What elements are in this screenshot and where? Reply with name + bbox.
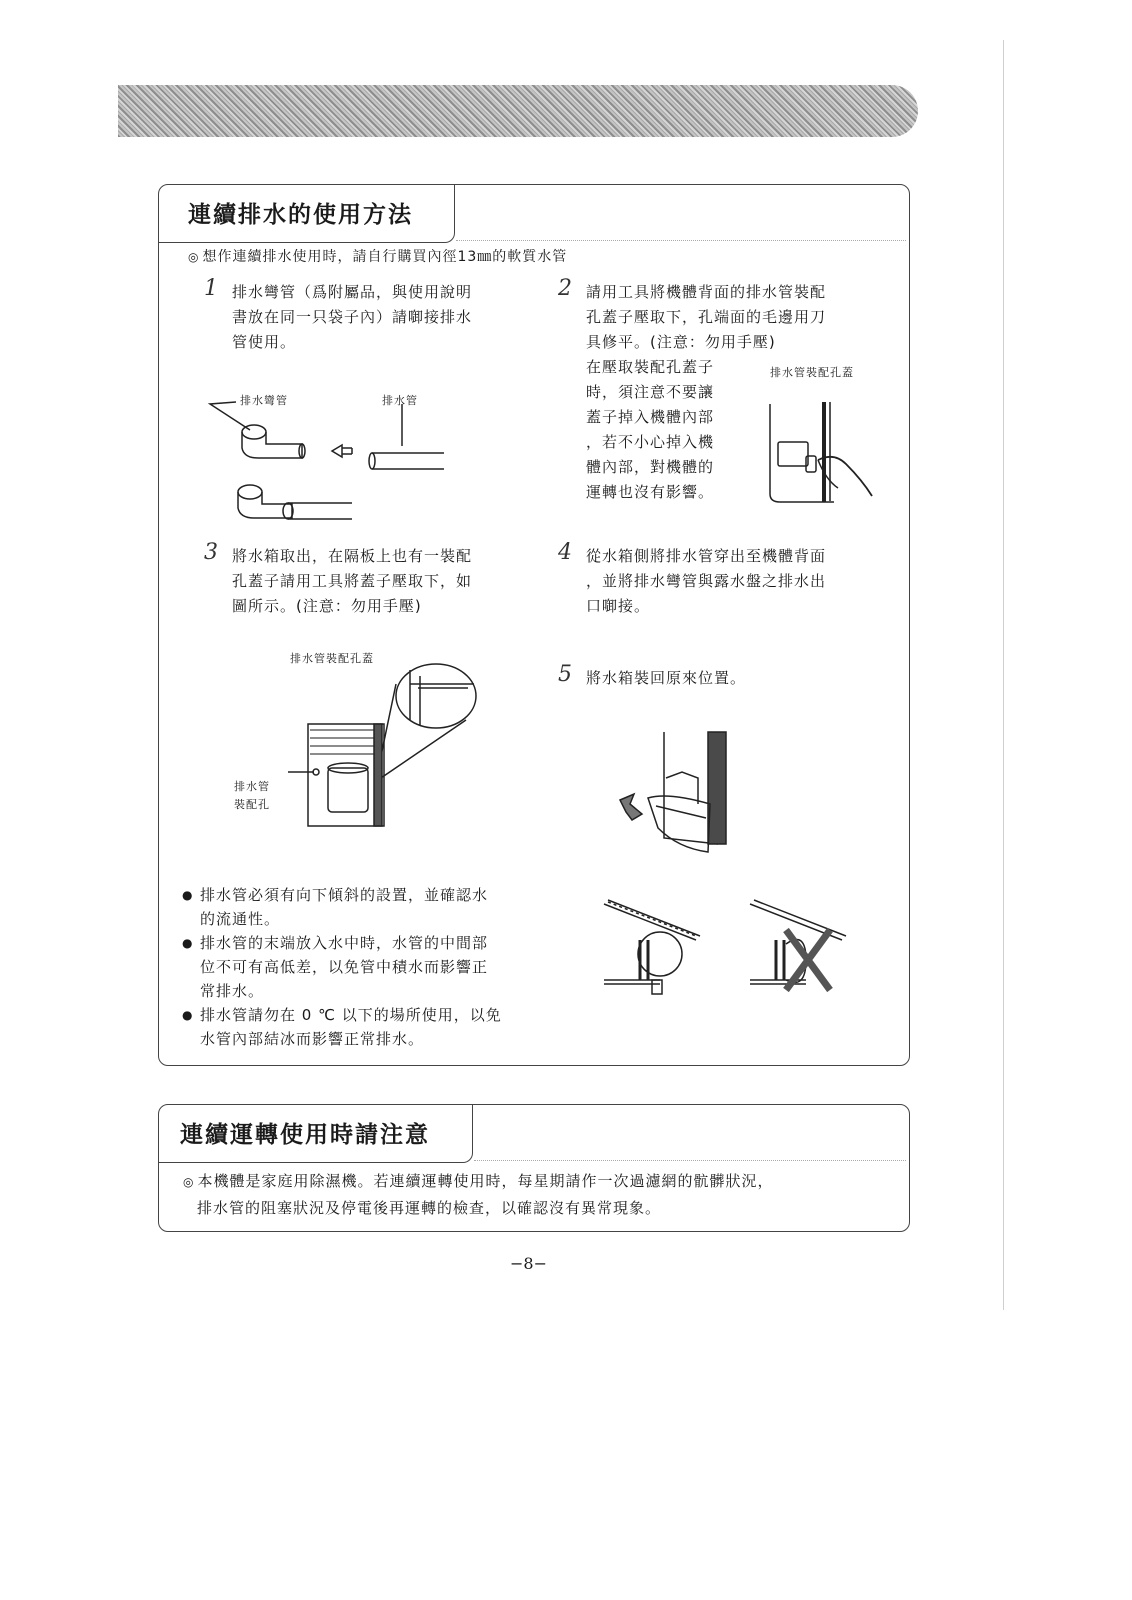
hose-diagram (368, 404, 448, 474)
title-dotted-line (474, 1160, 906, 1162)
text-line: ，若不小心掉入機 (586, 433, 715, 451)
note-text: 本機體是家庭用除濕機。若連續運轉使用時，每星期請作一次過濾網的骯髒狀況， (197, 1172, 774, 1190)
text-line: 位不可有高低差，以免管中積水而影響正 (200, 958, 489, 976)
step-1-text (232, 280, 472, 355)
cross-icon (786, 930, 830, 990)
arrow-down-left-icon (620, 794, 642, 820)
text-line: 將水箱裝回原來位置。 (586, 669, 747, 687)
note-mark-icon: ◎ (188, 250, 200, 264)
elbow-hose-diagram (200, 390, 370, 530)
margin-rule (1003, 40, 1004, 1310)
text-line: 孔蓋子壓取下，孔端面的毛邊用刀 (586, 308, 827, 326)
step-4-text (586, 544, 826, 619)
text-line: 從水箱側將排水管穿出至機體背面 (586, 547, 827, 565)
label-hole-cover: 排水管裝配孔蓋 (290, 652, 374, 665)
header-banner (118, 85, 918, 137)
text-line: ● 排水管必須有向下傾斜的設置，並確認水 (200, 886, 489, 904)
text-line: 常排水。 (200, 982, 265, 1000)
text-line: 的流通性。 (200, 910, 281, 928)
text-line: ● 排水管的末端放入水中時，水管的中間部 (200, 934, 489, 952)
text-line: 體內部，對機體的 (586, 458, 715, 476)
elbow-top (242, 425, 266, 439)
text-line: ● 排水管請勿在 0 ℃ 以下的場所使用，以免 (200, 1006, 502, 1024)
label-hole-a: 排水管 (234, 780, 270, 793)
step-2-text (586, 280, 826, 355)
leader-line (210, 402, 250, 430)
list-item (182, 883, 552, 931)
step-number: 5 (558, 662, 572, 687)
text-line: 請用工具將機體背面的排水管裝配 (586, 283, 827, 301)
text-line: 排水管的阻塞狀況及停電後再運轉的檢查，以確認沒有異常現象。 (197, 1199, 662, 1217)
step-5-text (586, 666, 746, 691)
machine-back-diagram (768, 384, 878, 514)
elbow-body (242, 432, 302, 458)
caution-list (182, 883, 552, 1051)
text-line: ，並將排水彎管與露水盤之排水出 (586, 572, 827, 590)
text-line: 口啣接。 (586, 597, 651, 615)
intro-note (188, 246, 567, 266)
text-line: 孔蓋子請用工具將蓋子壓取下，如 (232, 572, 473, 590)
text-line (183, 1168, 893, 1195)
arrow-left-icon (332, 445, 352, 457)
incorrect-slope-diagram (746, 900, 856, 1010)
list-item (182, 931, 552, 1003)
text-line: 蓋子掉入機體內部 (586, 408, 715, 426)
list-item (182, 1003, 552, 1051)
label-hole-b: 裝配孔 (234, 798, 270, 811)
step-2-caution (586, 355, 714, 505)
text-line: 管使用。 (232, 333, 297, 351)
tank-return-diagram (618, 728, 748, 858)
correct-slope-diagram (600, 900, 710, 1010)
note-mark-icon: ◎ (183, 1175, 195, 1189)
section-title: 連續運轉使用時請注意 (180, 1122, 430, 1148)
step-3-text (232, 544, 472, 619)
operation-note (183, 1168, 893, 1221)
step-number: 3 (204, 540, 218, 565)
text-line: 運轉也沒有影響。 (586, 483, 715, 501)
text-line: 將水箱取出，在隔板上也有一裝配 (232, 547, 473, 565)
title-dotted-line (456, 240, 906, 242)
intro-text: 想作連續排水使用時，請自行購買內徑13㎜的軟質水管 (202, 249, 568, 265)
text-line: 水管內部結冰而影響正常排水。 (200, 1030, 425, 1048)
label-hole-cover-2: 排水管裝配孔蓋 (770, 366, 854, 379)
text-line: 排水彎管（爲附屬品，與使用說明 (232, 283, 473, 301)
label-elbow: 排水彎管 (240, 394, 288, 407)
step-number: 2 (558, 276, 572, 301)
text-line: 時，須注意不要讓 (586, 383, 715, 401)
step-number: 1 (204, 276, 218, 301)
text-line: 具修平。(注意：勿用手壓) (586, 333, 776, 351)
text-line: 書放在同一只袋子內）請啣接排水 (232, 308, 473, 326)
text-line: 在壓取裝配孔蓋子 (586, 358, 715, 376)
step-number: 4 (558, 540, 572, 565)
label-hose: 排水管 (382, 394, 418, 407)
detail-circle (396, 664, 476, 728)
water-tank-hole-diagram (270, 660, 490, 830)
text-line: 圖所示。(注意：勿用手壓) (232, 597, 422, 615)
page-number: −8− (510, 1254, 547, 1273)
section-title: 連續排水的使用方法 (188, 202, 413, 228)
